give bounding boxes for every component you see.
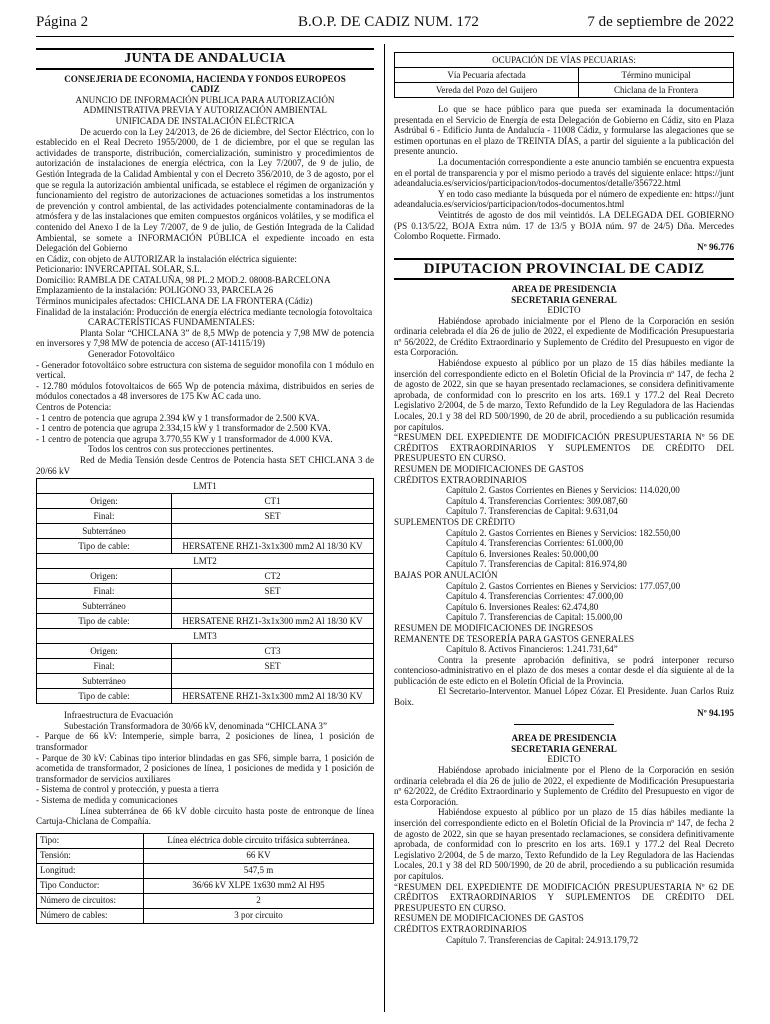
area-heading: AREA DE PRESIDENCIA [511,283,617,294]
text-line: - 1 centro de potencia que agrupa 2.394 kW y 1 transformador de 2.500 KVA. [36,412,320,423]
cell-value [172,524,374,539]
text-line: Capítulo 7. Transferencias de Capital: 816.974,80 [446,559,627,570]
cell-label: Tipo de cable: [37,614,172,629]
vias-pecuarias-table [394,52,734,98]
paragraph: Red de Media Tensión desde Centros de Potencia hasta SET CHICLANA 3 de 20/66 kV [36,454,374,476]
text-line: Domicilio: RAMBLA DE CATALUÑA, 98 PL.2 MOD.2. 08008-BARCELONA [36,274,331,285]
text-line: Capítulo 4. Transferencias Corrientes: 309.087,60 [446,495,628,506]
paragraph: Veintitrés de agosto de dos mil veintidós. LA DELEGADA DEL GOBIERNO (PS 0.13/5/22, BOJA Extra núm. 17 de 13/5 y BOJA núm. 97 de 24/5) Dña. Mercedes Colombo Roquette. Firmado. [394,209,734,242]
paragraph: Habiéndose aprobado inicialmente por el Pleno de la Corporación en sesión ordinaria celebrada el día 26 de julio de 2022, el expediente de Modificación Presupuestaria nº 62/2022, de Crédito Extraordinario y Suplemento de Crédito del Presupuesto en vigor de esta Corporación. [394,765,734,807]
cell-value: HERSATENE RHZ1-3x1x300 mm2 Al 18/30 KV [172,539,374,554]
lmt-title: LMT2 [37,554,374,569]
paragraph: Línea subterránea de 66 kV doble circuito hasta poste de entronque de línea Cartuja-Chiclana de Compañía. [36,805,374,827]
cell-value: SET [172,584,374,599]
text-line: - Sistema de medida y comunicaciones [36,794,178,805]
anuncio-line: ANUNCIO DE INFORMACIÓN PUBLICA PARA AUTORIZACIÓN [75,94,335,105]
cell-label: Tipo de cable: [37,539,172,554]
consejeria-heading: CONSEJERIA DE ECONOMIA, HACIENDA Y FONDOS EUROPEOS [64,73,346,84]
issue-date: 7 de septiembre de 2022 [587,14,734,30]
subheading: Infraestructura de Evacuación [64,710,174,721]
text-line: Finalidad de la instalación: Producción de energía eléctrica mediante tecnología fotovoltaica [36,306,373,317]
right-column [394,52,734,945]
section-title: JUNTA DE ANDALUCIA [36,48,374,70]
lmt-title: LMT3 [37,629,374,644]
lmt-table [36,478,374,704]
cell-label: Tipo: [37,833,144,848]
text-line: RESUMEN DE MODIFICACIONES DE INGRESOS [394,622,594,633]
text-line: - Parque de 30 kV: Cabinas tipo interior blindadas en gas SF6, simple barra, 1 posición de acometida de transformador, 2 posiciones de línea, 1 posiciones de medida y 1 posición de transformador de servicios auxiliares [36,752,374,784]
text-line: BAJAS POR ANULACIÓN [394,569,498,580]
paragraph: La documentación correspondiente a este anuncio también se encuentra expuesta en el portal de transparencia y por el mismo periodo a través del siguiente enlace: https://juntadeandalucia.es/servicios/participacion/todos-documentos/detalle/356722.html [394,156,734,189]
cell-label: Subterráneo [37,599,172,614]
text-line: - Parque de 66 kV: Intemperie, simple barra, 2 posiciones de línea, 1 posición de transformador [36,731,374,752]
table-title: OCUPACIÓN DE VÍAS PECUARIAS: [395,53,734,68]
text-line: Capítulo 7. Transferencias de Capital: 15.000,00 [446,612,623,623]
cell-label: Número de circuitos: [37,893,144,908]
text-line: - 1 centro de potencia que agrupa 2.334,15 kW y 1 transformador de 2.500 KVA. [36,423,331,434]
anuncio-line: UNIFICADA DE INSTALACIÓN ELÉCTRICA [115,115,295,126]
text-line: Capítulo 2. Gastos Corrientes en Bienes y Servicios: 114.020,00 [446,485,680,496]
cell-value: CT2 [172,569,374,584]
cell-value: CT1 [172,494,374,509]
text-line: Capítulo 8. Activos Financieros: 1.241.731,64” [446,644,618,655]
page-header [36,10,734,37]
cell-value: 3 por circuito [144,908,374,923]
bulletin-title: B.O.P. DE CADIZ NUM. 172 [298,14,479,30]
anuncio-line: ADMINISTRATIVA PREVIA Y AUTORIZACIÓN AMBIENTAL [83,105,327,116]
area-heading: AREA DE PRESIDENCIA [511,733,617,744]
cell-label: Final: [37,584,172,599]
cell-label: Origen: [37,494,172,509]
text-line: - Sistema de control y protección, y puesta a tierra [36,784,219,795]
text-line: Capítulo 2. Gastos Corrientes en Bienes y Servicios: 177.057,00 [446,580,681,591]
cell-value: 66 KV [144,848,374,863]
text-line: REMANENTE DE TESORERÍA PARA GASTOS GENERALES [394,633,635,644]
column-header: Vía Pecuaria afectada [395,68,579,83]
text-line: Capítulo 6. Inversiones Reales: 50.000,00 [446,548,599,559]
cell-value [172,674,374,689]
text-line: - 1 centro de potencia que agrupa 3.770,55 KW y 1 transformador de 4.000 KVA. [36,433,333,444]
cell-value: SET [172,659,374,674]
paragraph: De acuerdo con la Ley 24/2013, de 26 de diciembre, del Sector Eléctrico, con lo establecido en el Real Decreto 1955/2000, de 1 de diciembre, por el que se regulan las actividades de transporte, distribución, comercialización, suministro y procedimientos de autorización de instalaciones de energía eléctrica, con la Ley 7/2007, de 9 de julio, de Gestión Integrada de la Calidad Ambiental y con el Decreto 356/2010, de 3 de agosto, por el que se regula la autorización ambiental unificada, se establece el régimen de organización y funcionamiento del registro de autorizaciones de actuaciones sometidas a los instrumentos de prevención y control ambiental, de las actividades potencialmente contaminadoras de la atmósfera y de las instalaciones que emiten compuestos orgánicos volátiles, y se modifica el contenido del Anexo I de la Ley 7/2007, de 9 de julio, de Gestión Integrada de la Calidad Ambiental, se somete a INFORMACIÓN PÚBLICA el expediente incoado en esta Delegación del Gobierno [36,126,374,254]
registration-number: Nº 96.776 [697,241,734,252]
left-column [36,48,374,924]
secretaria-heading: SECRETARIA GENERAL [511,743,617,754]
text-line: CRÉDITOS EXTRAORDINARIOS [394,474,527,485]
cell-value: HERSATENE RHZ1-3x1x300 mm2 Al 18/30 KV [172,689,374,704]
cell-value: Chiclana de la Frontera [579,83,734,98]
cell-value: 36/66 kV XLPE 1x630 mm2 Al H95 [144,878,374,893]
text-line: RESUMEN DE MODIFICACIONES DE GASTOS [394,464,584,474]
cell-label: Longitud: [37,863,144,878]
cell-label: Tipo de cable: [37,689,172,704]
cell-label: Número de cables: [37,908,144,923]
cadiz-heading: CADIZ [190,84,220,95]
subheading: CARACTERÍSTICAS FUNDAMENTALES: [88,317,255,328]
text-line: Capítulo 4. Transferencias Corrientes: 61.000,00 [446,538,624,549]
cell-value: Línea eléctrica doble circuito trifásica subterránea. [144,833,374,848]
section-title: DIPUTACION PROVINCIAL DE CADIZ [394,258,734,280]
cell-label: Final: [37,659,172,674]
cell-value: Vereda del Pozo del Guijero [395,83,579,98]
cell-label: Subterráneo [37,674,172,689]
lmt-title: LMT1 [37,479,374,494]
text-line: Términos municipales afectados: CHICLANA DE LA FRONTERA (Cádiz) [36,296,313,307]
paragraph: “RESUMEN DEL EXPEDIENTE DE MODIFICACIÓN PRESUPUESTARIA Nº 56 DE CRÉDITOS EXTRAORDINARIOS Y SUPLEMENTOS DE CRÉDITO DEL PRESUPUESTO EN CURSO. [394,432,734,464]
cell-label: Origen: [37,569,172,584]
edicto-heading: EDICTO [547,305,581,316]
cell-value: SET [172,509,374,524]
text-line: Peticionario: INVERCAPITAL SOLAR, S.L. [36,264,202,275]
text-line: - 12.780 módulos fotovoltaicos de 665 Wp de potencia máxima, distribuidos en series de módulos conectados a 48 inversores de 175 Kw AC cada uno. [36,380,374,402]
subheading: Generador Fotovoltáico [88,349,175,360]
cell-label: Tipo Conductor: [37,878,144,893]
text-line: Capítulo 4. Transferencias Corrientes: 47.000,00 [446,591,624,602]
cell-label: Origen: [37,644,172,659]
text-line: RESUMEN DE MODIFICACIONES DE GASTOS [394,913,584,924]
cell-label: Subterráneo [37,524,172,539]
column-header: Término municipal [579,68,734,83]
paragraph: Habiéndose expuesto al público por un plazo de 15 días hábiles mediante la inserción del correspondiente edicto en el Boletín Oficial de la Provincia nº 147, de fecha 2 de agosto de 2022, sin que se hayan presentado reclamaciones, se considera definitivamente aprobada, de conformidad con lo prescrito en los arts. 169.1 y 177.2 del Real Decreto Legislativo 2/2004, de 5 de marzo, Texto Refundido de la Ley Reguladora de las Haciendas Locales, 20.1 y 38 del RD 500/1990, de 20 de abril, procediendo a su publicación resumida por capítulos. [394,358,734,432]
text-line: - Generador fotovoltáico sobre estructura con sistema de seguidor monofila con 1 módulo en vertical. [36,359,374,381]
cell-value [172,599,374,614]
cell-value: CT3 [172,644,374,659]
paragraph: Habiéndose aprobado inicialmente por el Pleno de la Corporación en sesión ordinaria celebrada el día 26 de julio de 2022, el expediente de Modificación Presupuestaria nº 56/2022, de Crédito Extraordinario y Suplemento de Crédito del Presupuesto en vigor de esta Corporación. [394,315,734,358]
paragraph: El Secretario-Interventor. Manuel López Cózar. El Presidente. Juan Carlos Ruiz Boix. [394,686,734,708]
registration-number: Nº 94.195 [697,707,734,718]
separator [514,724,614,725]
paragraph: Contra la presente aprobación definitiva, se podrá interponer recurso contencioso-administrativo en el plazo de dos meses a contar desde el día siguiente al de la publicación de este edicto en el Boletín Oficial de la Provincia. [394,654,734,686]
text-line: Subestación Transformadora de 30/66 kV, denominada “CHICLANA 3” [64,720,328,731]
cell-value: 2 [144,893,374,908]
text-line: SUPLEMENTOS DE CRÉDITO [394,516,515,527]
text-line: Emplazamiento de la instalación: POLIGONO 33, PARCELA 26 [36,285,274,296]
text-line: Centros de Potencia: [36,402,112,412]
edicto-heading: EDICTO [547,754,581,765]
column-divider [384,44,385,1012]
linea-table [36,833,374,924]
text-line: Todos los centros con sus protecciones pertinentes. [88,444,274,455]
paragraph: Habiéndose expuesto al público por un plazo de 15 días hábiles mediante la inserción del correspondiente edicto en el Boletín Oficial de la Provincia nº 147, de fecha 2 de agosto de 2022, sin que se hayan presentado reclamaciones, se considera definitivamente aprobada, de conformidad con lo prescrito en los arts. 169.1 y 177.2 del Real Decreto Legislativo 2/2004, de 5 de marzo, Texto Refundido de la Ley Reguladora de las Haciendas Locales, 20.1 y 38 del RD 500/1990, de 20 de abril, procediendo a su publicación resumida por capítulos. [394,807,734,881]
text-line: Capítulo 7. Transferencias de Capital: 9.631,04 [446,506,618,517]
paragraph: Y en todo caso mediante la búsqueda por el número de expediente en: https://juntadeandalucia.es/servicios/participacion/todos-documentos.html [394,188,734,210]
paragraph: Lo que se hace público para que pueda ser examinada la documentación presentada en el Servicio de Energía de esta Delegación de Gobierno en Cádiz, sito en Plaza Asdrúbal 6 - Edificio Junta de Andalucía - 11008 Cádiz, y formularse las alegaciones que se estimen oportunas en el plazo de TREINTA DÍAS, a partir del siguiente a la publicación del presente anuncio. [394,104,734,157]
cell-value: HERSATENE RHZ1-3x1x300 mm2 Al 18/30 KV [172,614,374,629]
secretaria-heading: SECRETARIA GENERAL [511,294,617,305]
text-line: Capítulo 6. Inversiones Reales: 62.474,80 [446,601,599,612]
text-line: CRÉDITOS EXTRAORDINARIOS [394,923,527,934]
cell-value: 547,5 m [144,863,374,878]
text-line: Capítulo 7. Transferencias de Capital: 24.913.179,72 [446,934,639,945]
page-number: Página 2 [36,14,89,30]
cell-label: Tensión: [37,848,144,863]
cell-label: Final: [37,509,172,524]
paragraph: “RESUMEN DEL EXPEDIENTE DE MODIFICACIÓN PRESUPUESTARIA Nº 62 DE CRÉDITOS EXTRAORDINARIOS Y SUPLEMENTOS DE CRÉDITO DEL PRESUPUESTO EN CURSO. [394,881,734,913]
text-line: Capítulo 2. Gastos Corrientes en Bienes y Servicios: 182.550,00 [446,527,681,538]
text-line: en Cádiz, con objeto de AUTORIZAR la instalación eléctrica siguiente: [36,253,297,264]
paragraph: Planta Solar “CHICLANA 3” de 8,5 MWp de potencia y 7,98 MW de potencia en inversores y 7,98 MW de potencia de acceso (AT-14115/19) [36,327,374,349]
